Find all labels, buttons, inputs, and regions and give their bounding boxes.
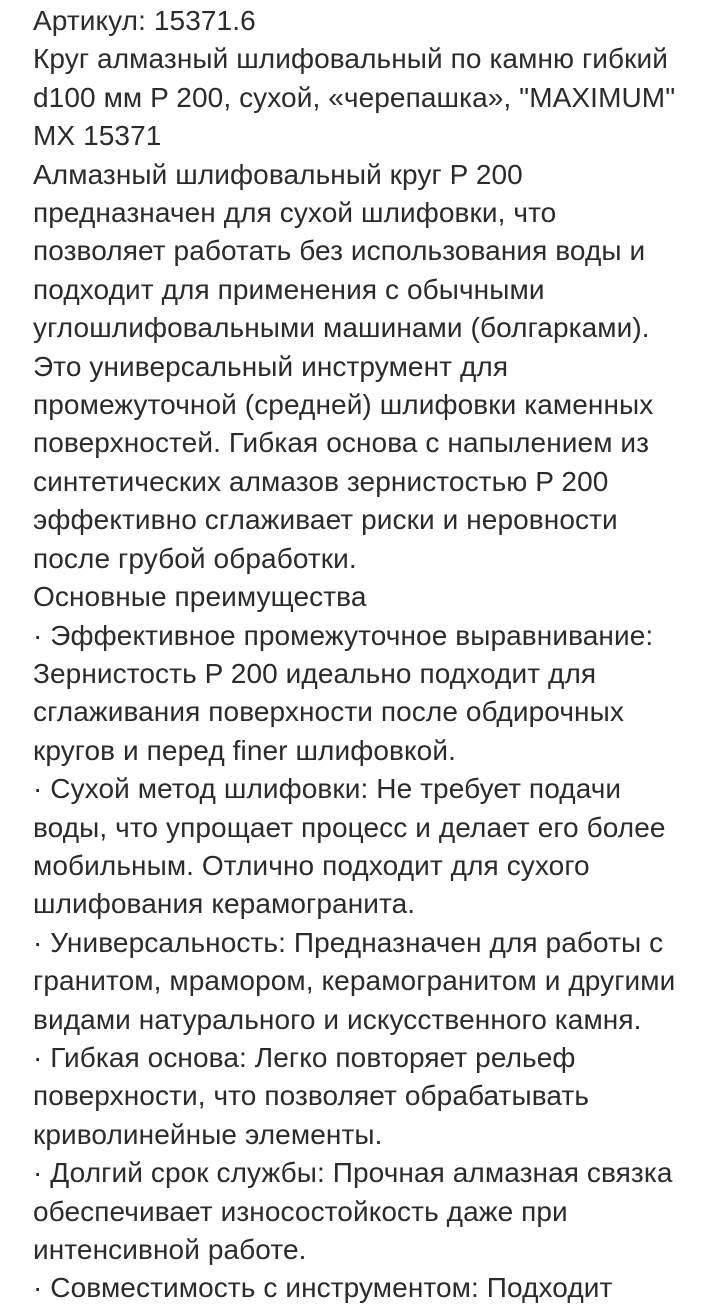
description-line: Алмазный шлифовальный круг P 200 (33, 158, 523, 190)
bullet-continuation-line: гранитом, мрамором, керамогранитом и другими (33, 965, 676, 997)
bullet-continuation-line: воды, что упрощает процесс и делает его более (33, 811, 666, 843)
bullet-line: · Эффективное промежуточное выравнивание: (33, 619, 654, 651)
section-heading-line: Основные преимущества (33, 581, 367, 613)
bullet-continuation-line: шлифования керамогранита. (33, 888, 416, 920)
bullet-line: · Долгий срок службы: Прочная алмазная связка (33, 1157, 673, 1189)
bullet-continuation-line: обеспечивает износостойкость даже при (33, 1195, 568, 1227)
description-line: эффективно сглаживает риски и неровности (33, 504, 618, 536)
clipped-partial-line: · Совместимость с инструментом: Подходит (33, 1272, 613, 1304)
bullet-continuation-line: кругов и перед finer шлифовкой. (33, 734, 456, 766)
description-line: синтетических алмазов зернистостью P 200 (33, 465, 609, 497)
description-line: позволяет работать без использования воды и (33, 235, 646, 267)
description-line: после грубой обработки. (33, 542, 357, 574)
description-line: Это универсальный инструмент для (33, 350, 509, 382)
bullet-continuation-line: видами натурального и искусственного камня. (33, 1003, 642, 1035)
description-line: поверхностей. Гибкая основа с напылением из (33, 427, 650, 459)
bullet-line: · Гибкая основа: Легко повторяет рельеф (33, 1041, 576, 1073)
bullet-continuation-line: поверхности, что позволяет обрабатывать (33, 1080, 590, 1112)
title-line: Круг алмазный шлифовальный по камню гибкий (33, 43, 669, 75)
description-line: промежуточной (средней) шлифовки каменных (33, 389, 654, 421)
bullet-continuation-line: интенсивной работе. (33, 1234, 307, 1265)
description-line: углошлифовальными машинами (болгарками). (33, 312, 650, 344)
bullet-line: · Универсальность: Предназначен для работы с (33, 926, 664, 958)
bullet-line: · Сухой метод шлифовки: Не требует подачи (33, 773, 622, 805)
description-line: подходит для применения с обычными (33, 273, 545, 305)
bullet-continuation-line: криволинейные элементы. (33, 1118, 383, 1150)
title-line: d100 мм P 200, сухой, «черепашка», "MAXIMUM" (33, 81, 676, 113)
title-line: MX 15371 (33, 120, 162, 152)
bullet-continuation-line: сглаживания поверхности после обдирочных (33, 696, 624, 728)
bullet-continuation-line: Зернистость P 200 идеально подходит для (33, 657, 597, 689)
article-line: Артикул: 15371.6 (33, 5, 256, 36)
description-line: предназначен для сухой шлифовки, что (33, 197, 557, 229)
bullet-continuation-line: мобильным. Отлично подходит для сухого (33, 849, 590, 881)
